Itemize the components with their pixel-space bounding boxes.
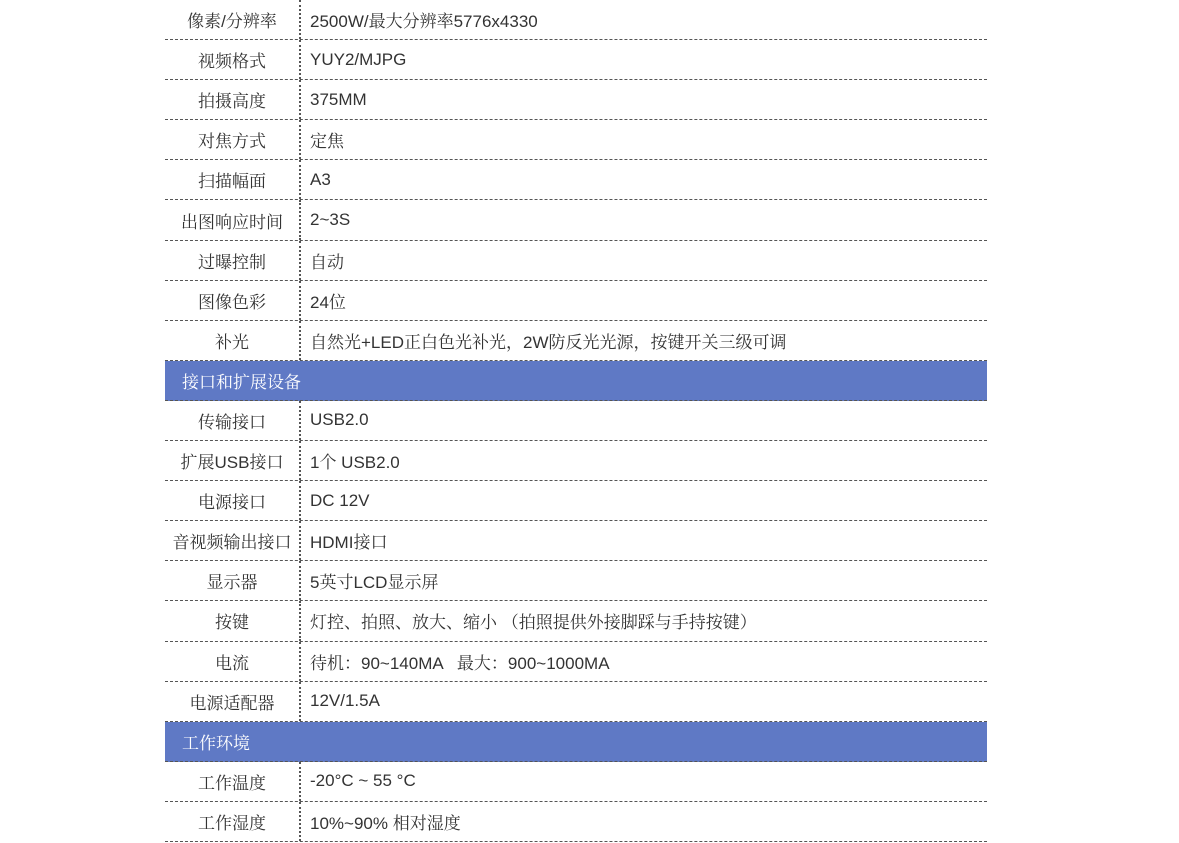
spec-value: 1个 USB2.0 — [310, 453, 400, 473]
spec-label: 电源接口 — [165, 481, 301, 520]
spec-row-operating-temperature — [165, 762, 987, 802]
spec-row-power-adapter — [165, 682, 987, 722]
spec-row-transfer-interface — [165, 401, 987, 441]
spec-value: HDMI接口 — [310, 533, 388, 553]
spec-row-display — [165, 561, 987, 601]
spec-row-power-interface — [165, 481, 987, 521]
section-header-environment: 工作环境 — [165, 722, 987, 762]
spec-value: 自动 — [310, 252, 344, 272]
spec-value: 375MM — [310, 89, 367, 109]
spec-label: 视频格式 — [165, 40, 301, 79]
spec-label: 像素/分辨率 — [165, 0, 301, 39]
spec-row-focus-mode — [165, 120, 987, 160]
spec-row-current — [165, 642, 987, 682]
spec-label: 显示器 — [165, 561, 301, 600]
spec-label: 出图响应时间 — [165, 200, 301, 239]
spec-value: USB2.0 — [310, 410, 369, 430]
spec-label: 过曝控制 — [165, 241, 301, 280]
spec-label: 工作温度 — [165, 762, 301, 801]
spec-value: 24位 — [310, 292, 346, 312]
spec-row-buttons — [165, 601, 987, 641]
spec-row-operating-humidity — [165, 802, 987, 842]
spec-row-shooting-height — [165, 80, 987, 120]
spec-value: 灯控、拍照、放大、缩小 （拍照提供外接脚踩与手持按键） — [310, 613, 757, 633]
spec-value: 2500W/最大分辨率5776x4330 — [310, 12, 538, 32]
spec-label: 图像色彩 — [165, 281, 301, 320]
spec-row-resolution — [165, 0, 987, 40]
spec-value: 定焦 — [310, 132, 344, 152]
spec-row-fill-light — [165, 321, 987, 361]
spec-value: 2~3S — [310, 210, 351, 230]
spec-label: 传输接口 — [165, 401, 301, 440]
spec-row-av-output — [165, 521, 987, 561]
spec-row-scan-size — [165, 160, 987, 200]
spec-row-extended-usb — [165, 441, 987, 481]
spec-label: 扩展USB接口 — [165, 441, 301, 480]
spec-value: -20°C ~ 55 °C — [310, 771, 416, 791]
spec-value: A3 — [310, 169, 331, 189]
spec-label: 音视频输出接口 — [165, 521, 301, 560]
spec-value: 12V/1.5A — [310, 691, 380, 711]
spec-label: 拍摄高度 — [165, 80, 301, 119]
spec-value: 自然光+LED正白色光补光，2W防反光光源，按键开关三级可调 — [310, 332, 787, 352]
spec-row-video-format — [165, 40, 987, 80]
spec-label: 扫描幅面 — [165, 160, 301, 199]
spec-label: 对焦方式 — [165, 120, 301, 159]
spec-value: 待机：90~140MA 最大：900~1000MA — [310, 653, 610, 673]
spec-label: 按键 — [165, 601, 301, 640]
spec-value: 5英寸LCD显示屏 — [310, 573, 439, 593]
spec-label: 补光 — [165, 321, 301, 360]
section-header-interfaces: 接口和扩展设备 — [165, 361, 987, 401]
spec-label: 电流 — [165, 642, 301, 681]
spec-row-image-color — [165, 281, 987, 321]
spec-label: 电源适配器 — [165, 682, 301, 721]
spec-table — [165, 0, 987, 842]
spec-row-exposure-control — [165, 241, 987, 281]
spec-label: 工作湿度 — [165, 802, 301, 841]
spec-value: DC 12V — [310, 490, 370, 510]
spec-row-response-time — [165, 200, 987, 240]
spec-value: 10%~90% 相对湿度 — [310, 813, 461, 833]
spec-value: YUY2/MJPG — [310, 49, 407, 69]
